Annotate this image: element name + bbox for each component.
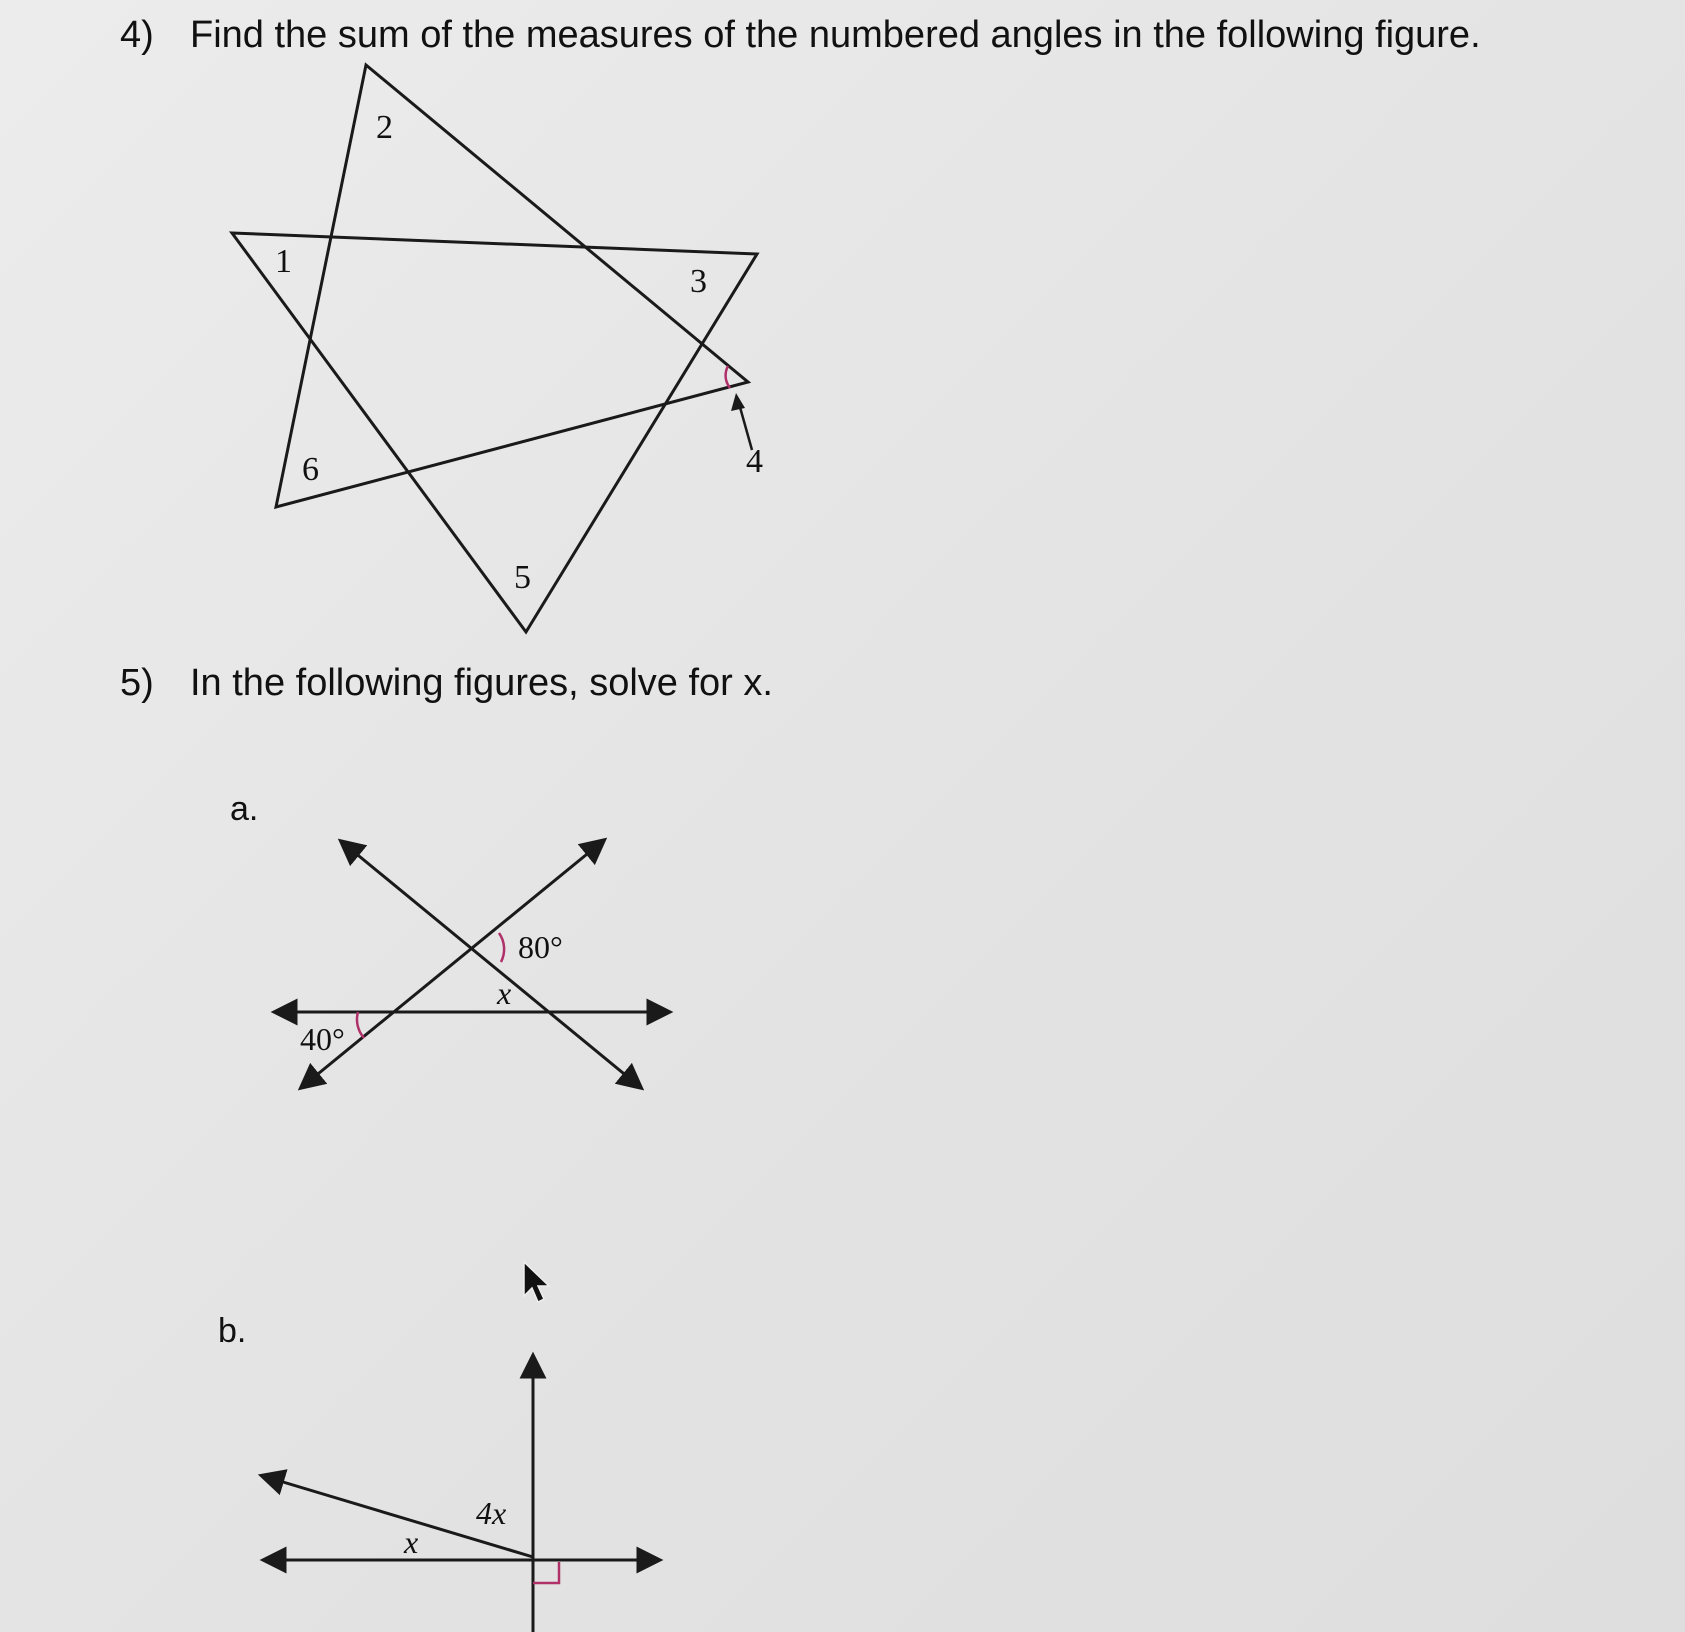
question-4-number: 4) bbox=[120, 14, 154, 56]
angle-label-6: 6 bbox=[302, 451, 319, 488]
part-b-label: b. bbox=[218, 1312, 247, 1350]
angle-label-4: 4 bbox=[746, 443, 763, 480]
question-5-text: In the following figures, solve for x. bbox=[190, 662, 773, 704]
angle-x-label: x bbox=[497, 975, 512, 1011]
question-4-text: Find the sum of the measures of the numbered angles in the following figure. bbox=[190, 14, 1481, 56]
part-a-label: a. bbox=[230, 790, 259, 828]
question-5-number: 5) bbox=[120, 662, 154, 704]
angle-label-1: 1 bbox=[275, 243, 292, 280]
angle-label-3: 3 bbox=[690, 263, 707, 300]
angle-80-label: 80° bbox=[518, 929, 563, 965]
angle-x-label-b: x bbox=[404, 1524, 419, 1560]
angle-label-5: 5 bbox=[514, 559, 531, 596]
angle-40-label: 40° bbox=[300, 1021, 345, 1057]
mouse-pointer-icon bbox=[520, 1260, 560, 1310]
angle-label-2: 2 bbox=[376, 109, 393, 146]
angle-4x-label: 4x bbox=[476, 1495, 507, 1531]
right-angle-mark bbox=[533, 1562, 559, 1583]
